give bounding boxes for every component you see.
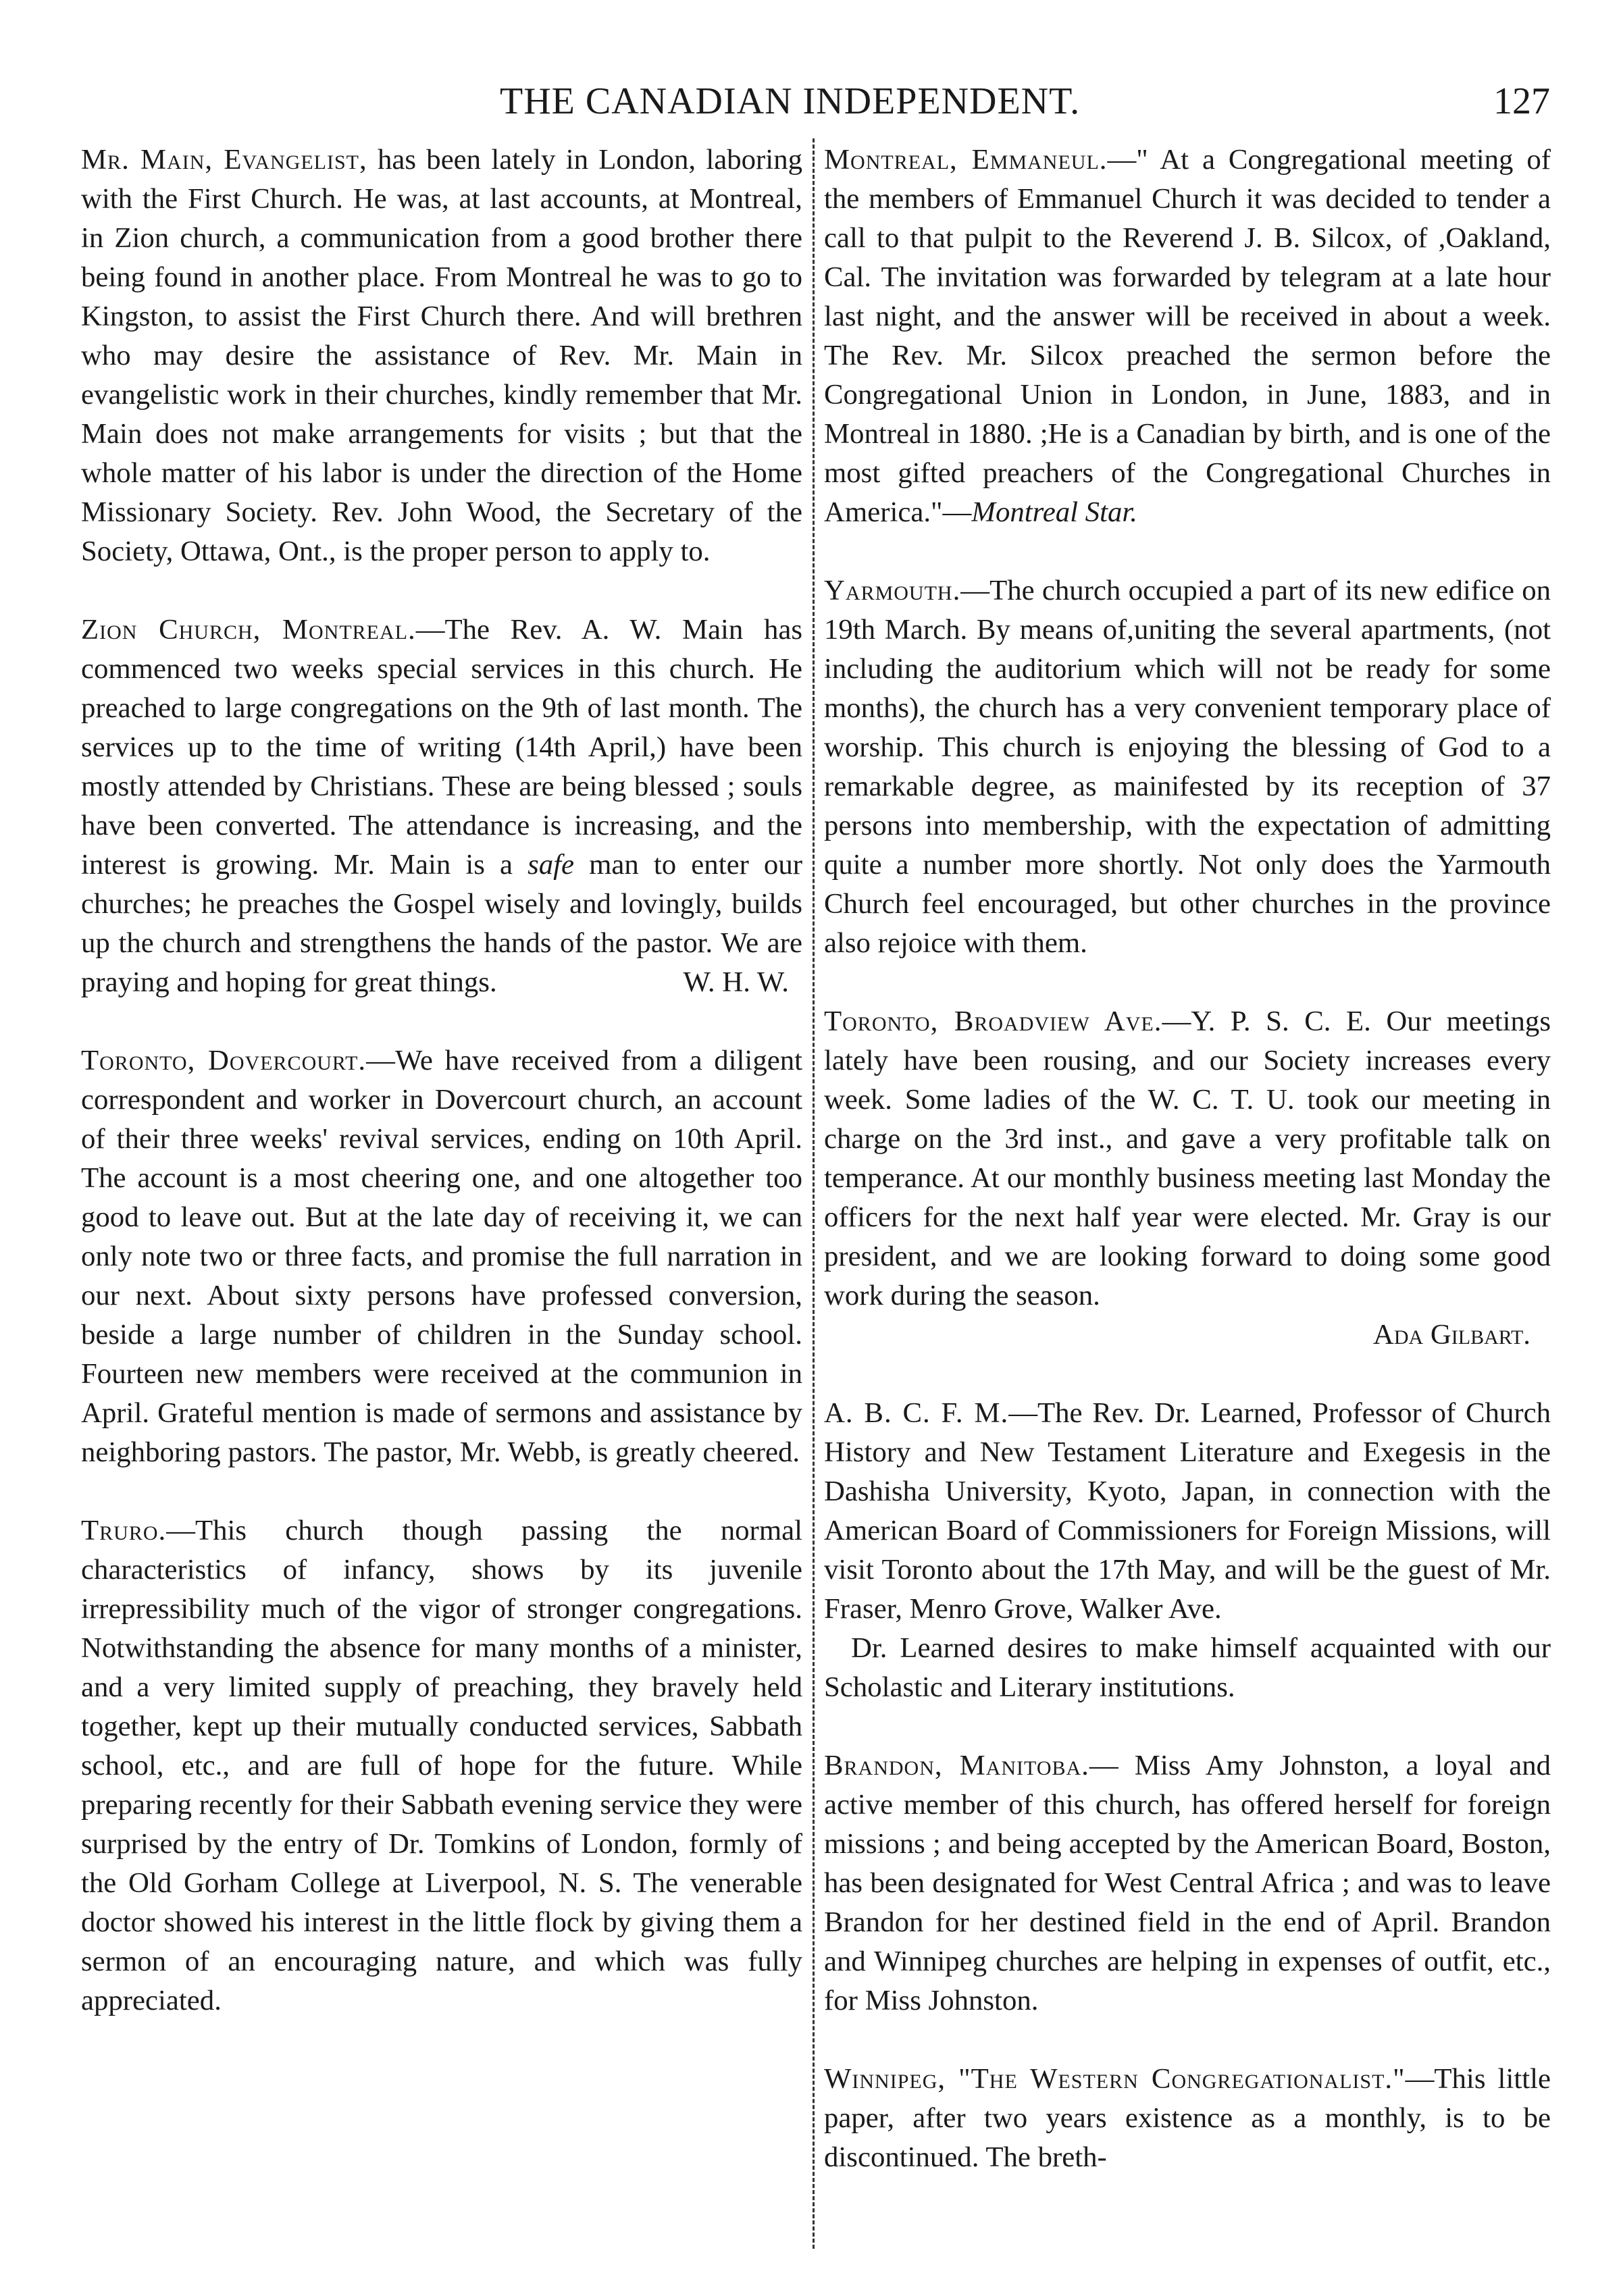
article-heading: Brandon, Manitoba. — [824, 1750, 1089, 1781]
article-brandon — [824, 1746, 1551, 2020]
article-body-continued: Dr. Learned desires to make himself acquainted with our Scholastic and Literary institutions. — [824, 1632, 1551, 1703]
article-body: man to enter our churches; he preaches the Gospel wisely and lovingly, builds up the church and strengthens the hands of the pastor. We are praying and hoping for great things. — [81, 849, 802, 998]
article-body: —We have received from a diligent correspondent and worker in Dovercourt church, an account of their three weeks' revival services, ending on 10th April. The account is a most cheering one, and one altogether too good to leave out. But at the late day of receiving it, we can only note two or three facts, and promise the full narration in our next. About sixty persons have professed conversion, beside a large number of children in the Sunday school. Fourteen new members were received at the communion in April. Grateful mention is made of sermons and assistance by neighboring pastors. The pastor, Mr. Webb, is greatly cheered. — [81, 1045, 803, 1468]
article-heading: Mr. Main, Evangelist, — [81, 144, 367, 176]
column-divider — [813, 138, 815, 2249]
running-header — [81, 80, 1550, 127]
article-heading: Yarmouth. — [824, 575, 961, 606]
article-heading: Toronto, Broadview Ave. — [824, 1006, 1162, 1037]
article-body: —" At a Congregational meeting of the members of Emmanuel Church it was decided to tender a call to that pulpit to the Reverend J. B. Silcox, of ,Oakland, Cal. The invitation was forwarded by telegram at a late hour last night, and the answer will be received in about a week. The Rev. Mr. Silcox preached the sermon before the Congregational Union in London, in June, 1883, and in Montreal in 1880. ;He is a Canadian by birth, and is one of the most gifted preachers of the Congregational Churches in America."— — [824, 144, 1551, 528]
article-body: has been lately in London, laboring with the First Church. He was, at last accounts, at Montreal, in Zion church, a communication from a good brother there being found in another place. From Montreal he was to go to Kingston, to assist the First Church there. And will brethren who may desire the assistance of Rev. Mr. Main in evangelistic work in their churches, kindly remember that Mr. Main does not make arrangements for visits ; but that the whole matter of his labor is under the direction of the Home Missionary Society. Rev. John Wood, the Secretary of the Society, Ottawa, Ont., is the proper person to apply to. — [81, 144, 802, 567]
article-mr-main — [81, 140, 802, 571]
article-signature: W. H. W. — [683, 966, 789, 998]
article-body: —This church though passing the normal characteristics of infancy, shows by its juvenile irrepressibility much of the vigor of stronger congregations. Notwithstanding the absence for many months of a minister, and a very limited supply of preaching, they bravely held together, kept up their mutually conducted services, Sabbath school, etc., and are full of hope for the future. While preparing recently for their Sabbath evening service they were surprised by the entry of Dr. Tomkins of London, formly of the Old Gorham College at Liverpool, N. S. The venerable doctor showed his interest in the little flock by giving them a sermon of an encouraging nature, and which was fully appreciated. — [81, 1515, 802, 2016]
article-broadview — [824, 1002, 1551, 1355]
article-body: —Y. P. S. C. E. Our meetings lately have been rousing, and our Society increases every week. Some ladies of the W. C. T. U. took our meeting in charge on the 3rd inst., and gave a very profitable talk on temperance. At our monthly business meeting last Monday the officers for the next half year were elected. Mr. Gray is our president, and we are looking forward to doing some good work during the season. — [824, 1006, 1551, 1311]
article-source: Montreal Star. — [971, 496, 1137, 528]
article-heading: A. B. C. F. M. — [824, 1397, 1009, 1429]
article-heading: Toronto, Dovercourt. — [81, 1045, 367, 1076]
article-heading: Montreal, Emmaneul. — [824, 144, 1108, 176]
article-body: —The Rev. A. W. Main has commenced two weeks special services in this church. He preached to large congregations on the 9th of last month. The services up to the time of writing (14th April,) have been mostly attended by Christians. These are being blessed ; souls have been converted. The attendance is increasing, and the interest is growing. Mr. Main is a — [81, 614, 802, 881]
article-heading: Winnipeg, "The Western Congregationalist." — [824, 2063, 1406, 2095]
page-number: 127 — [1493, 80, 1550, 122]
article-heading: Zion Church, Montreal. — [81, 614, 416, 646]
article-signature: Ada Gilbart. — [1372, 1319, 1530, 1351]
left-column — [81, 140, 802, 2060]
article-zion-church — [81, 610, 802, 1002]
article-body: —The church occupied a part of its new edifice on 19th March. By means of,uniting the several apartments, (not including the auditorium which will not be ready for some months), the church has a very convenient temporary place of worship. This church is enjoying the blessing of God to a remarkable degree, as mainifested by its reception of 37 persons into membership, with the expectation of admitting quite a number more shortly. Not only does the Yarmouth Church feel encouraged, but other churches in the province also rejoice with them. — [824, 575, 1551, 959]
article-truro — [81, 1511, 802, 2020]
article-yarmouth — [824, 571, 1551, 963]
article-body: —The Rev. Dr. Learned, Professor of Church History and New Testament Literature and Exegesis in the Dashisha University, Kyoto, Japan, in connection with the American Board of Commissioners for Foreign Missions, will visit Toronto about the 17th May, and will be the guest of Mr. Fraser, Menro Grove, Walker Ave. — [824, 1397, 1551, 1625]
article-abcfm — [824, 1394, 1551, 1707]
article-emphasis: safe — [528, 849, 575, 881]
article-body: — Miss Amy Johnston, a loyal and active member of this church, has offered herself for foreign missions ; and being accepted by the American Board, Boston, has been designated for West Central Africa ; and was to leave Brandon for her destined field in the end of April. Brandon and Winnipeg churches are helping in expenses of outfit, etc., for Miss Johnston. — [824, 1750, 1551, 2016]
article-heading: Truro. — [81, 1515, 167, 1546]
journal-title: THE CANADIAN INDEPENDENT. — [500, 80, 1081, 122]
article-emmanuel — [824, 140, 1551, 532]
right-column — [824, 140, 1551, 2216]
article-dovercourt — [81, 1041, 802, 1472]
article-body: —This little paper, after two years existence as a monthly, is to be discontinued. The breth- — [824, 2063, 1551, 2173]
article-winnipeg — [824, 2060, 1551, 2177]
